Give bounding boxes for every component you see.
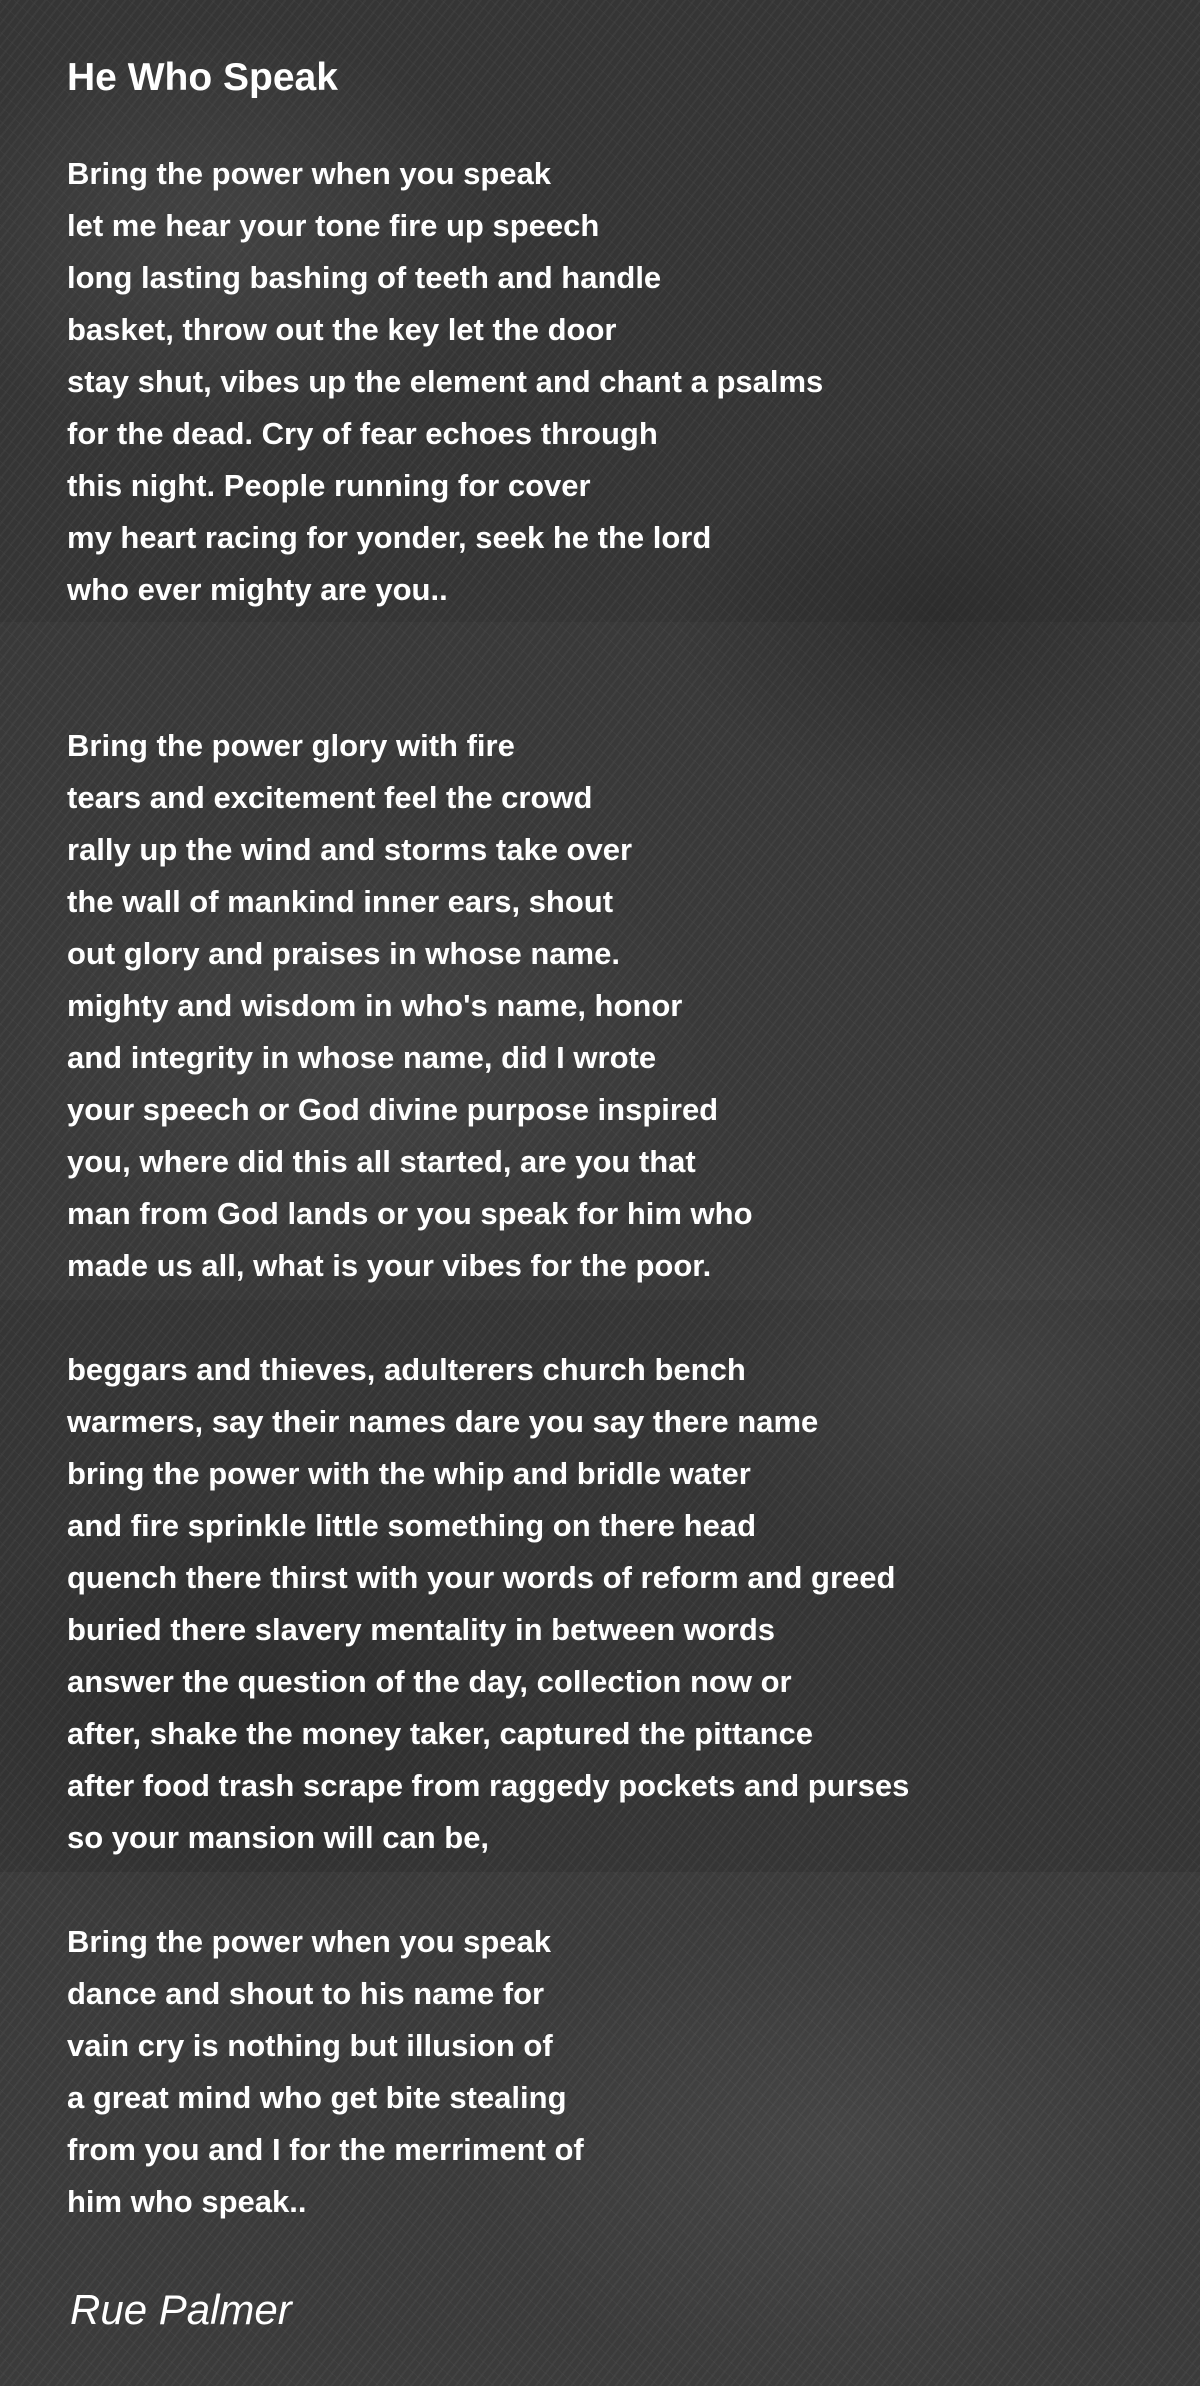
- poem-author: Rue Palmer: [70, 2286, 292, 2333]
- poem-line: and integrity in whose name, did I wrote: [67, 1040, 657, 1075]
- stanza-4: [67, 1916, 1157, 2228]
- poem-line: let me hear your tone fire up speech: [67, 208, 600, 243]
- poem-line: dance and shout to his name for: [67, 1976, 545, 2011]
- poem-line: tears and excitement feel the crowd: [67, 780, 593, 815]
- poem-line: your speech or God divine purpose inspired: [67, 1092, 719, 1127]
- poem-line: Bring the power glory with fire: [67, 728, 515, 763]
- poem-line: bring the power with the whip and bridle water: [67, 1456, 751, 1491]
- poem-line: my heart racing for yonder, seek he the lord: [67, 520, 712, 555]
- poem-line: basket, throw out the key let the door: [67, 312, 617, 347]
- poem-line: for the dead. Cry of fear echoes through: [67, 416, 658, 451]
- poem-line: mighty and wisdom in who's name, honor: [67, 988, 683, 1023]
- stanza-1: [67, 148, 1157, 616]
- poem-line: vain cry is nothing but illusion of: [67, 2028, 553, 2063]
- poem-line: this night. People running for cover: [67, 468, 591, 503]
- poem-line: man from God lands or you speak for him who: [67, 1196, 753, 1231]
- poem-line: a great mind who get bite stealing: [67, 2080, 567, 2115]
- poem-content: [67, 48, 1157, 2228]
- poem-line: long lasting bashing of teeth and handle: [67, 260, 662, 295]
- poem-line: Bring the power when you speak: [67, 1924, 552, 1959]
- poem-line: warmers, say their names dare you say there name: [67, 1404, 819, 1439]
- poem-line: him who speak..: [67, 2184, 307, 2219]
- poem-line: so your mansion will can be,: [67, 1820, 490, 1855]
- poem-title: He Who Speak: [67, 56, 338, 99]
- poem-line: beggars and thieves, adulterers church bench: [67, 1352, 746, 1387]
- poem-line: and fire sprinkle little something on there head: [67, 1508, 757, 1543]
- poem-line: made us all, what is your vibes for the poor.: [67, 1248, 712, 1283]
- poem-line: buried there slavery mentality in between words: [67, 1612, 776, 1647]
- poem-line: you, where did this all started, are you that: [67, 1144, 696, 1179]
- poem-line: quench there thirst with your words of reform and greed: [67, 1560, 896, 1595]
- stanza-2: [67, 720, 1157, 1292]
- poem-line: rally up the wind and storms take over: [67, 832, 633, 867]
- poem-line: from you and I for the merriment of: [67, 2132, 584, 2167]
- poem-line: out glory and praises in whose name.: [67, 936, 620, 971]
- stanza-3: [67, 1344, 1157, 1864]
- poem-line: the wall of mankind inner ears, shout: [67, 884, 614, 919]
- poem-line: after food trash scrape from raggedy pockets and purses: [67, 1768, 910, 1803]
- poem-line: Bring the power when you speak: [67, 156, 552, 191]
- poem-line: who ever mighty are you..: [67, 572, 448, 607]
- poem-line: stay shut, vibes up the element and chant a psalms: [67, 364, 824, 399]
- poem-line: after, shake the money taker, captured the pittance: [67, 1716, 813, 1751]
- poem-line: answer the question of the day, collection now or: [67, 1664, 792, 1699]
